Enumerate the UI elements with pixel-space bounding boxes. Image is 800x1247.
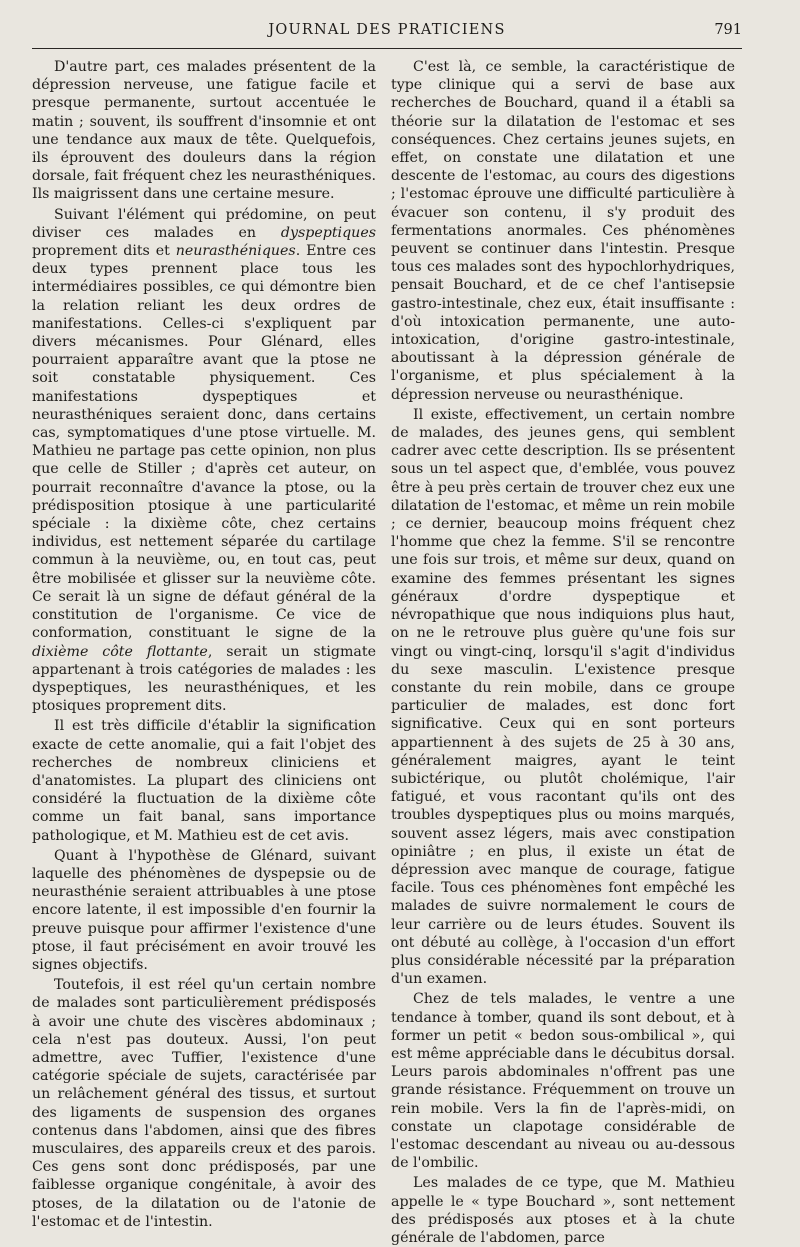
right-column [391, 58, 735, 1247]
paragraph [32, 206, 376, 716]
italic-term: dyspeptiques [280, 224, 376, 241]
text-run: , serait un stigmate appartenant à trois catégories de malades : les dyspeptiques, les neurasthéniques, et les ptosiques proprement dits. [32, 643, 376, 715]
paragraph: Les malades de ce type, que M. Mathieu appelle le « type Bouchard », sont nettement des prédisposés aux ptoses et à la chute générale de l'abdomen, parce [391, 1175, 735, 1246]
text-run: Suivant l'élément qui prédomine, on peut diviser ces malades en [32, 206, 376, 241]
paragraph: Chez de tels malades, le ventre a une tendance à tomber, quand ils sont debout, et à former un petit « bedon sous-ombilical », qui est même appréciable dans le décubitus dorsal. Leurs parois abdominales n'offrent pas une grande résistance. Fréquemment on trouve un rein mobile. Vers la fin de l'après-midi, on constate un clapotage considérable de l'estomac descendant au niveau ou au-dessous de l'ombilic. [391, 991, 735, 1172]
paragraph: Quant à l'hypothèse de Glénard, suivant laquelle des phénomènes de dyspepsie ou de neurasthénie seraient attribuables à une ptose encore latente, il est impossible d'en fournir la preuve puisque pour affirmer l'existence d'une ptose, il faut précisément en avoir trouvé les signes objectifs. [32, 847, 376, 973]
italic-term: dixième côte flottante [32, 643, 208, 660]
paragraph: C'est là, ce semble, la caractéristique de type clinique qui a servi de base aux recherches de Bouchard, quand il a établi sa théorie sur la dilatation de l'estomac et ses conséquences. Chez certains jeunes sujets, en effet, on constate une dilatation et une descente de l'estomac, au cours des digestions ; l'estomac éprouve une difficulté particulière à évacuer son contenu, il s'y produit des fermentations anormales. Ces phénomènes peuvent se continuer dans l'intestin. Presque tous ces malades sont des hypochlorhydriques, pensait Bouchard, et de ce chef l'antisepsie gastro-intestinale, chez eux, était insuffisante : d'où intoxication permanente, une auto-intoxication, d'origine gastro-intestinale, aboutissant à la dépression générale de l'organisme, et plus spécialement à la dépression nerveuse ou neurasthénique. [391, 59, 735, 403]
page-header [32, 20, 742, 49]
text-run: proprement dits et [32, 243, 176, 260]
text-run: . Entre ces deux types prennent place tous les intermédiaires possibles, ce qui démontre bien la relation reliant les deux ordres de manifestations. Celles-ci s'expliquent par divers mécanismes. Pour Glénard, elles pourraient apparaître avant que la ptose ne soit constatable physiquement. Ces manifestations dyspeptiques et neurasthéniques seraient donc, dans certains cas, symptomatiques d'une ptose virtuelle. M. Mathieu ne partage pas cette opinion, non plus que celle de Stiller ; d'après cet auteur, on pourrait reconnaître d'avance la ptose, ou la prédisposition ptosique à une particularité spéciale : la dixième côte, chez certains individus, est nettement séparée du cartilage commun à la neuvième, ou, en tout cas, peut être mobilisée et glisser sur la neuvième côte. Ce serait là un signe de défaut général de la constitution de l'organisme. Ce vice de conformation, constituant le signe de la [32, 243, 376, 642]
left-column [32, 58, 376, 1231]
paragraph: Il est très difficile d'établir la signification exacte de cette anomalie, qui a fait l'objet des recherches de nombreux cliniciens et d'anatomistes. La plupart des cliniciens ont considéré la fluctuation de la dixième côte comme un fait banal, sans importance pathologique, et M. Mathieu est de cet avis. [32, 718, 376, 844]
italic-term: neurasthéniques [175, 243, 296, 260]
page-number: 791 [714, 22, 742, 38]
paragraph: Il existe, effectivement, un certain nombre de malades, des jeunes gens, qui semblent cadrer avec cette description. Ils se présentent sous un tel aspect que, d'emblée, vous pouvez être à peu près certain de trouver chez eux une dilatation de l'estomac, et même un rein mobile ; ce dernier, beaucoup moins fréquent chez l'homme que chez la femme. S'il se rencontre une fois sur trois, et même sur deux, quand on examine des femmes présentant les signes généraux d'ordre dyspeptique et névropathique que nous indiquions plus haut, on ne le retrouve plus guère qu'une fois sur vingt ou vingt-cinq, lorsqu'il s'agit d'individus du sexe masculin. L'existence presque constante du rein mobile, dans ce groupe particulier de malades, est donc fort significative. Ceux qui en sont porteurs appartiennent à des sujets de 25 à 30 ans, généralement maigres, ayant le teint subictérique, ou plutôt cholémique, l'air fatigué, et vous racontant qu'ils ont des troubles dyspeptiques plus ou moins marqués, souvent assez légers, mais avec constipation opiniâtre ; en plus, il existe un état de dépression avec manque de courage, fatigue facile. Tous ces phénomènes font empêché les malades de suivre normalement le cours de leur carrière ou de leurs études. Souvent ils ont débuté au collège, à l'occasion d'un effort plus considérable nécessité par la préparation d'un examen. [391, 406, 735, 988]
paragraph: Toutefois, il est réel qu'un certain nombre de malades sont particulièrement prédisposés à avoir une chute des viscères abdominaux ; cela n'est pas douteux. Aussi, l'on peut admettre, avec Tuffier, l'existence d'une catégorie spéciale de sujets, caractérisée par un relâchement général des tissus, et surtout des ligaments de suspension des organes contenus dans l'abdomen, ainsi que des fibres musculaires, des appareils creux et des parois. Ces gens sont donc prédisposés, par une faiblesse organique congénitale, à avoir des ptoses, de la dilatation ou de l'atonie de l'estomac et de l'intestin. [32, 977, 376, 1230]
paragraph: D'autre part, ces malades présentent de la dépression nerveuse, une fatigue facile et presque permanente, surtout accentuée le matin ; souvent, ils souffrent d'insomnie et ont une tendance aux maux de tête. Quelquefois, ils éprouvent des douleurs dans la région dorsale, fait fréquent chez les neurasthéniques. Ils maigrissent dans une certaine mesure. [32, 59, 376, 203]
journal-title: JOURNAL DES PRATICIENS [268, 22, 506, 38]
